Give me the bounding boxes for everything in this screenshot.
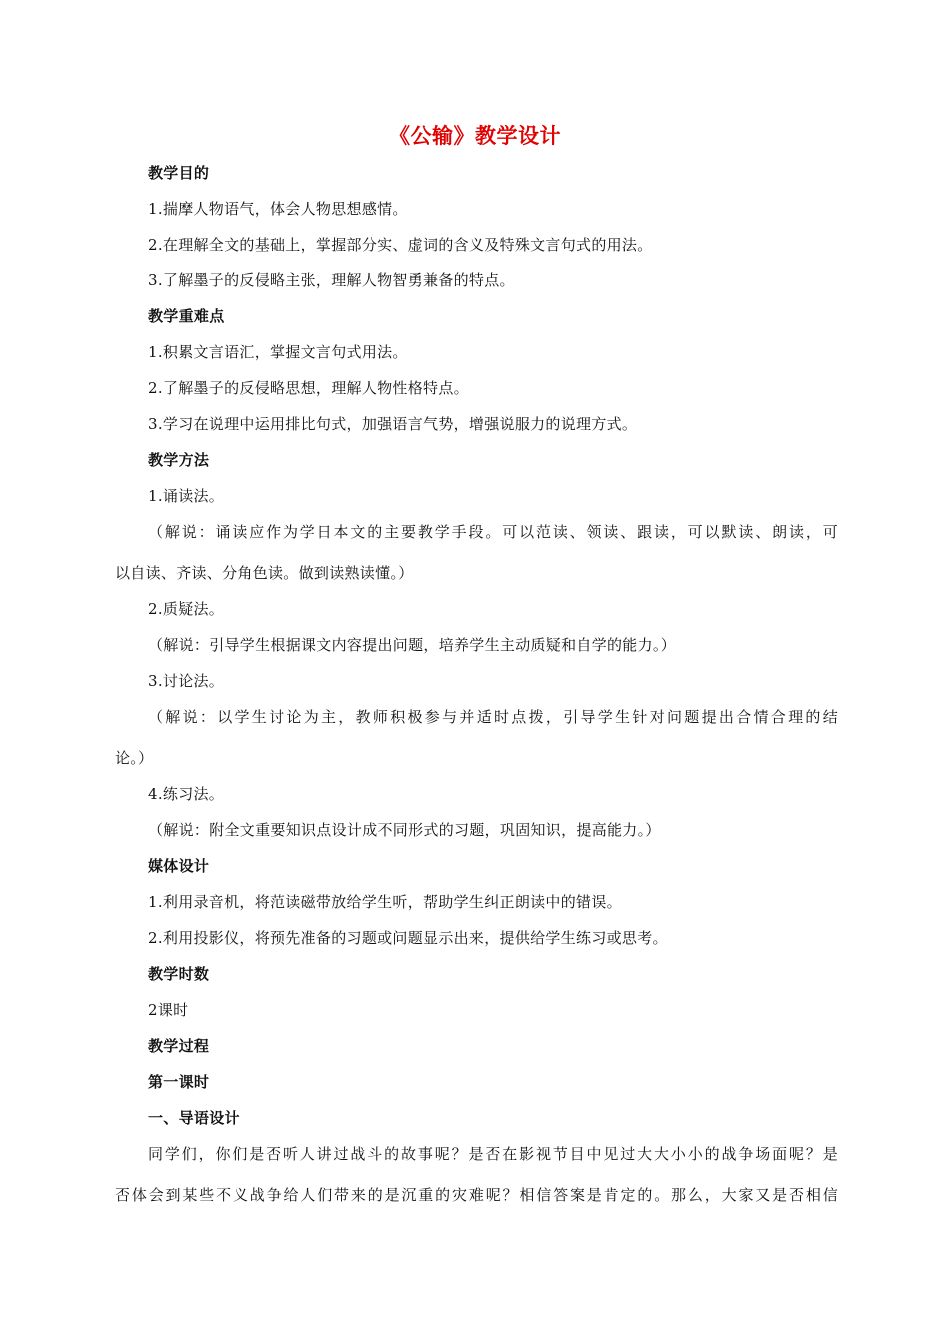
intro-paragraph-continued: 否体会到某些不义战争给人们带来的是沉重的灾难呢？相信答案是肯定的。那么，大家又是否相信 [115,1186,838,1204]
goal-item: 3.了解墨子的反侵略主张，理解人物智勇兼备的特点。 [148,271,515,289]
hours-value: 2课时 [148,1001,189,1019]
method-item: 3.讨论法。 [148,672,225,690]
method-note: （解说：附全文重要知识点设计成不同形式的习题，巩固知识，提高能力。） [148,821,661,839]
key-point-item: 1.积累文言语汇，掌握文言句式用法。 [148,343,408,361]
goal-item: 1.揣摩人物语气，体会人物思想感情。 [148,200,408,218]
method-note-continued: 以自读、齐读、分角色读。做到读熟读懂。） [115,564,414,582]
method-note: （解说：诵读应作为学日本文的主要教学手段。可以范读、领读、跟读，可以默读、朗读，可 [148,523,838,541]
section-heading-media: 媒体设计 [148,857,210,875]
goal-item: 2.在理解全文的基础上，掌握部分实、虚词的含义及特殊文言句式的用法。 [148,236,653,254]
lesson-heading: 第一课时 [148,1073,210,1091]
section-heading-methods: 教学方法 [148,451,210,469]
intro-paragraph: 同学们，你们是否听人讲过战斗的故事呢？是否在影视节目中见过大大小小的战争场面呢？是 [148,1145,838,1163]
section-heading-process: 教学过程 [148,1037,210,1055]
method-note-continued: 论。） [115,749,154,767]
document-title: 《公输》教学设计 [389,124,561,148]
key-point-item: 3.学习在说理中运用排比句式，加强语言气势，增强说服力的说理方式。 [148,415,638,433]
method-note: （解说：以学生讨论为主，教师积极参与并适时点拨，引导学生针对问题提出合情合理的结 [148,708,838,726]
method-item: 2.质疑法。 [148,600,225,618]
section-heading-goals: 教学目的 [148,164,210,182]
method-note: （解说：引导学生根据课文内容提出问题，培养学生主动质疑和自学的能力。） [148,636,677,654]
method-item: 4.练习法。 [148,785,225,803]
media-item: 1.利用录音机，将范读磁带放给学生听，帮助学生纠正朗读中的错误。 [148,893,622,911]
section-heading-hours: 教学时数 [148,965,210,983]
media-item: 2.利用投影仪，将预先准备的习题或问题显示出来，提供给学生练习或思考。 [148,929,668,947]
intro-heading: 一、导语设计 [148,1109,240,1127]
section-heading-key-points: 教学重难点 [148,307,225,325]
key-point-item: 2.了解墨子的反侵略思想，理解人物性格特点。 [148,379,469,397]
method-item: 1.诵读法。 [148,487,225,505]
